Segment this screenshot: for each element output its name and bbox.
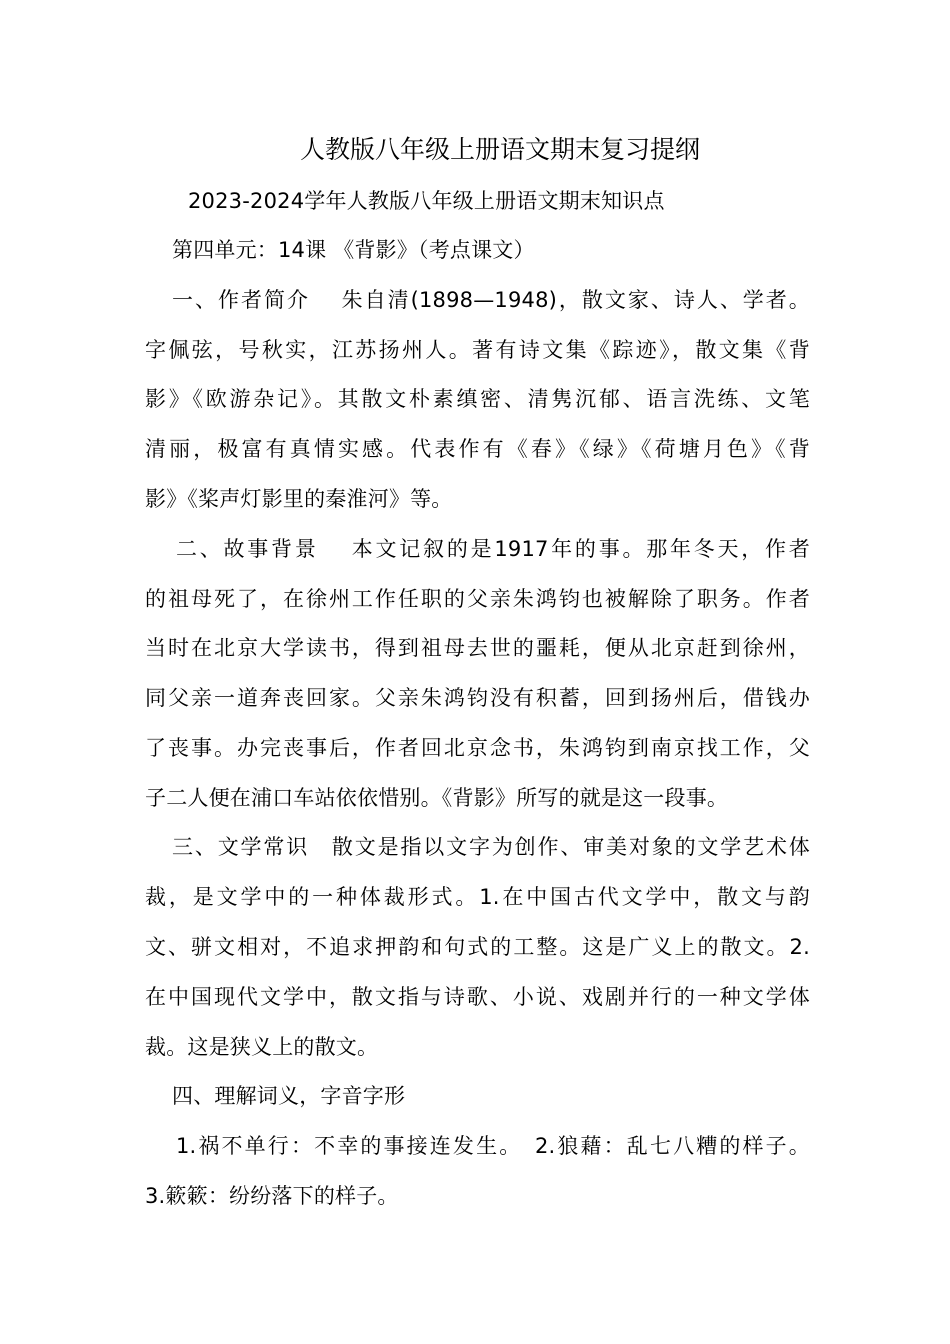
paragraph-line: 了丧事。办完丧事后，作者回北京念书，朱鸿钧到南京找工作，父 <box>145 736 810 760</box>
section-heading: 四、理解词义，字音字形 <box>172 1084 406 1108</box>
paragraph-line: 裁，是文学中的一种体裁形式。1.在中国古代文学中，散文与韵 <box>145 885 810 909</box>
paragraph-line: 字佩弦，号秋实，江苏扬州人。著有诗文集《踪迹》，散文集《背 <box>145 338 810 362</box>
paragraph-line: 影》《桨声灯影里的秦淮河》等。 <box>145 487 453 511</box>
paragraph-line: 同父亲一道奔丧回家。父亲朱鸿钧没有积蓄，回到扬州后，借钱办 <box>145 686 810 710</box>
paragraph-line: 子二人便在浦口车站依依惜别。《背影》所写的就是这一段事。 <box>145 786 729 810</box>
paragraph-line: 文、骈文相对，不追求押韵和句式的工整。这是广义上的散文。2. <box>145 935 810 959</box>
subtitle-line: 2023-2024学年人教版八年级上册语文期末知识点 <box>188 189 665 213</box>
paragraph-line: 当时在北京大学读书，得到祖母去世的噩耗，便从北京赶到徐州， <box>145 636 810 660</box>
paragraph-line: 二、故事背景 本文记叙的是1917年的事。那年冬天，作者 <box>176 537 810 561</box>
paragraph-line: 一、作者简介 朱自清(1898—1948)，散文家、诗人、学者。 <box>172 288 810 312</box>
paragraph-line: 三、文学常识 散文是指以文字为创作、审美对象的文学艺术体 <box>172 835 810 859</box>
unit-heading: 第四单元：14课 《背影》（考点课文） <box>172 238 535 262</box>
paragraph-line: 的祖母死了，在徐州工作任职的父亲朱鸿钧也被解除了职务。作者 <box>145 587 810 611</box>
paragraph-line: 清丽，极富有真情实感。代表作有《春》《绿》《荷塘月色》《背 <box>145 437 810 461</box>
paragraph-line: 在中国现代文学中，散文指与诗歌、小说、戏剧并行的一种文学体 <box>145 985 810 1009</box>
paragraph-line: 影》《欧游杂记》。其散文朴素缜密、清隽沉郁、语言洗练、文笔 <box>145 387 810 411</box>
document-title: 人教版八年级上册语文期末复习提纲 <box>299 135 700 164</box>
vocab-line: 1.祸不单行：不幸的事接连发生。 2.狼藉：乱七八糟的样子。 <box>176 1134 810 1158</box>
vocab-line: 3.簌簌：纷纷落下的样子。 <box>145 1184 399 1208</box>
paragraph-line: 裁。这是狭义上的散文。 <box>145 1035 379 1059</box>
